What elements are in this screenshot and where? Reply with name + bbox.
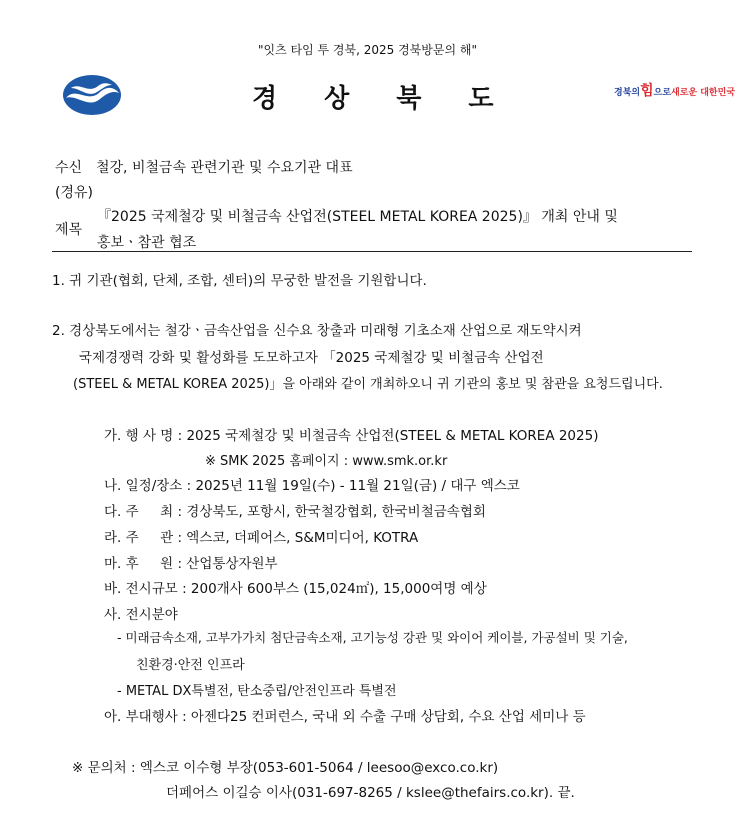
item-sponsor: 마. 후 원 : 산업통상자원부 (104, 556, 278, 572)
item-scale: 바. 전시규모 : 200개사 600부스 (15,024㎡), 15,000여명 예상 (104, 581, 487, 597)
subject-line-1: 『2025 국제철강 및 비철금속 산업전(STEEL METAL KOREA 2025)』 개최 안내 및 (97, 209, 618, 225)
paragraph-2-line-2: 국제경쟁력 강화 및 활성화를 도모하고자 「2025 국제철강 및 비철금속 산업전 (79, 350, 544, 366)
subject-line-2: 홍보ㆍ참관 협조 (97, 235, 197, 251)
item-organizer: 라. 주 관 : 엑스코, 더페어스, S&M미디어, KOTRA (104, 530, 419, 546)
item-fields-sub-2: - METAL DX특별전, 탄소중립/안전인프라 특별전 (117, 684, 397, 699)
subject-label: 제목 (55, 222, 83, 238)
item-fields-sub-1: - 미래금속소재, 고부가가치 첨단금속소재, 고기능성 강관 및 와이어 케이블, 가공설비 및 기술, (117, 630, 628, 645)
org-title: 경상북도 (252, 84, 541, 114)
slogan-badge (614, 83, 735, 99)
item-schedule: 나. 일정/장소 : 2025년 11월 19일(수) - 11월 21일(금) / 대구 엑스코 (104, 478, 520, 494)
item-homepage: ※ SMK 2025 홈페이지 : www.smk.or.kr (205, 454, 448, 469)
slogan: "잇츠 타임 투 경북, 2025 경북방문의 해" (258, 43, 477, 57)
item-host: 다. 주 최 : 경상북도, 포항시, 한국철강협회, 한국비철금속협회 (104, 504, 486, 520)
item-fields-sub-1-cont: 친환경·안전 인프라 (136, 658, 245, 673)
via-label: (경유) (55, 185, 93, 201)
divider (52, 251, 692, 252)
badge-text-c: 으로 (653, 88, 672, 98)
gyeongbuk-logo-icon (62, 74, 122, 120)
item-event-name: 가. 행 사 명 : 2025 국제철강 및 비철금속 산업전(STEEL & METAL KOREA 2025) (104, 428, 599, 444)
recipient-value: 철강, 비철금속 관련기관 및 수요기관 대표 (96, 160, 353, 176)
item-fields: 사. 전시분야 (104, 607, 178, 623)
paragraph-2-line-3: (STEEL & METAL KOREA 2025)」을 아래와 같이 개최하오니 귀 기관의 홍보 및 참관을 요청드립니다. (73, 377, 663, 392)
item-side-events: 아. 부대행사 : 아젠다25 컨퍼런스, 국내 외 수출 구매 상담회, 수요 산업 세미나 등 (104, 709, 586, 725)
recipient-label: 수신 (55, 160, 83, 176)
badge-text-a: 경북의 (614, 88, 641, 98)
paragraph-2-line-1: 2. 경상북도에서는 철강ㆍ금속산업을 신수요 창출과 미래형 기초소재 산업으로 재도약시켜 (52, 323, 582, 339)
paragraph-1: 1. 귀 기관(협회, 단체, 조합, 센터)의 무궁한 발전을 기원합니다. (52, 273, 427, 289)
contact-line-2: 더페어스 이길승 이사(031-697-8265 / kslee@thefairs.co.kr). 끝. (166, 785, 575, 801)
contact-line-1: ※ 문의처 : 엑스코 이수형 부장(053-601-5064 / leesoo@exco.co.kr) (72, 760, 499, 776)
badge-text-d: 새로운 대한민국 (671, 88, 735, 98)
badge-text-b: 힘 (640, 83, 654, 99)
